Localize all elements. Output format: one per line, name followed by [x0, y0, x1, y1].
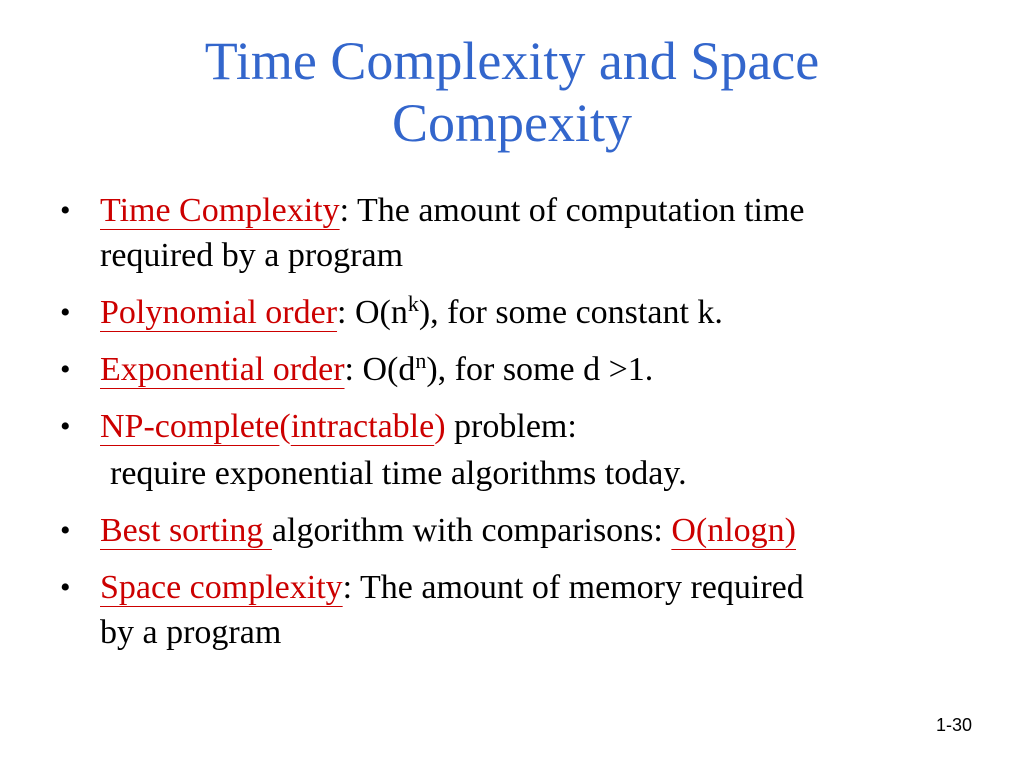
text-problem: problem:	[445, 408, 577, 445]
term-exponential-order: Exponential order	[100, 351, 345, 388]
np-complete-description: require exponential time algorithms today.	[110, 455, 687, 492]
term-nlogn: O(nlogn)	[671, 512, 797, 549]
definition-time-complexity-cont: required by a program	[100, 237, 404, 274]
bullet-best-sorting	[60, 508, 960, 553]
sub-item-np-complete	[60, 451, 960, 496]
bullet-dot-icon: •	[60, 514, 71, 547]
bullet-dot-icon: •	[60, 571, 71, 604]
bullet-exponential-order	[60, 347, 960, 392]
bullet-dot-icon: •	[60, 353, 71, 386]
bullet-list	[60, 188, 960, 667]
text-sorting-comparisons: algorithm with comparisons:	[271, 512, 672, 549]
formula-exponential-exponent: n	[415, 348, 427, 373]
term-best-sorting: Best sorting	[100, 512, 272, 549]
bullet-np-complete	[60, 404, 960, 449]
paren-open: (	[279, 408, 291, 445]
paren-close: )	[434, 408, 446, 445]
bullet-time-complexity	[60, 188, 960, 278]
formula-exponential-end: ), for some d >1.	[426, 351, 654, 388]
bullet-space-complexity	[60, 565, 960, 655]
term-time-complexity: Time Complexity	[100, 192, 340, 229]
term-space-complexity: Space complexity	[100, 569, 343, 606]
term-polynomial-order: Polynomial order	[100, 294, 338, 331]
definition-space-complexity-cont: by a program	[100, 614, 282, 651]
definition-space-complexity: : The amount of memory required	[342, 569, 804, 606]
term-np-complete: NP-complete	[100, 408, 280, 445]
bullet-polynomial-order	[60, 290, 960, 335]
formula-polynomial-exponent: k	[407, 291, 419, 316]
formula-polynomial-end: ), for some constant k.	[418, 294, 723, 331]
slide-title-line1: Time Complexity and Space	[204, 31, 820, 91]
slide-title	[100, 30, 924, 154]
bullet-dot-icon: •	[60, 296, 71, 329]
bullet-dot-icon: •	[60, 194, 71, 227]
definition-time-complexity: : The amount of computation time	[339, 192, 805, 229]
term-intractable: intractable	[290, 408, 435, 445]
bullet-dot-icon: •	[60, 410, 71, 443]
slide-title-line2: Compexity	[392, 93, 632, 153]
formula-exponential-start: : O(d	[344, 351, 416, 388]
formula-polynomial-start: : O(n	[337, 294, 408, 331]
page-number: 1-30	[935, 715, 972, 735]
